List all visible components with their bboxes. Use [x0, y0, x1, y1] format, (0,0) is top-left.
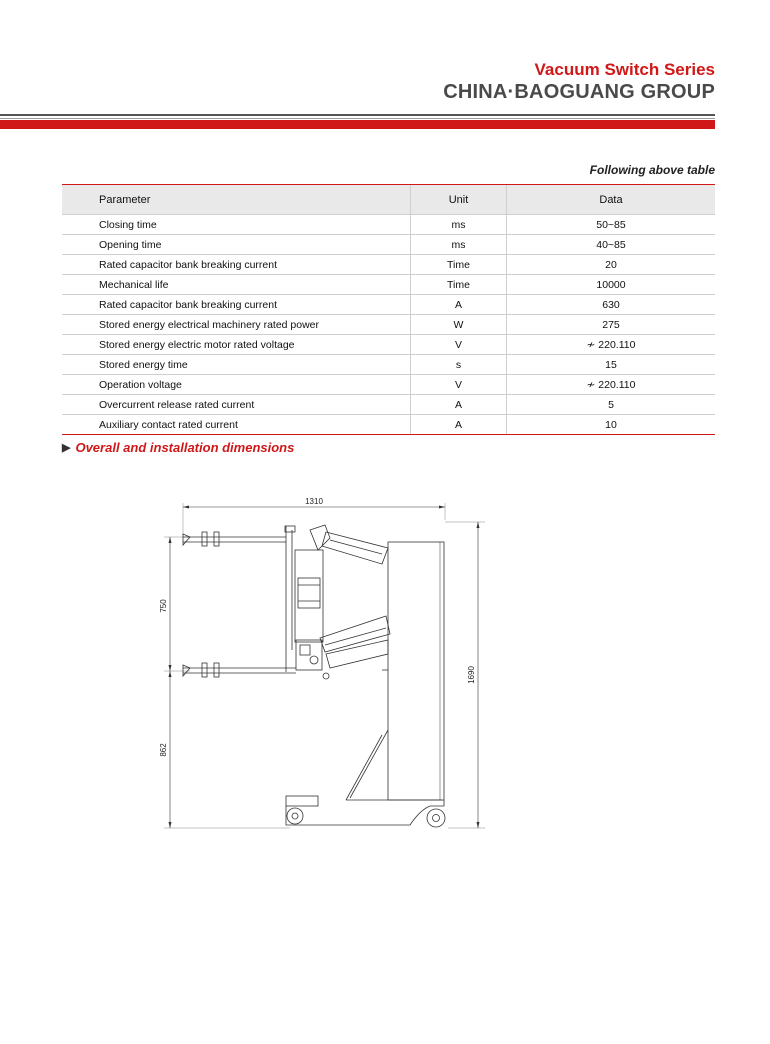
mechanism-box [296, 640, 329, 679]
cabinet-body [346, 542, 444, 800]
lower-pole [320, 616, 390, 668]
height-dimension [445, 522, 485, 828]
cell-data: 50~85 [507, 215, 716, 235]
cell-parameter: Overcurrent release rated current [62, 395, 411, 415]
dimension-drawing [150, 490, 490, 835]
trolley-base [286, 796, 445, 827]
table-row [62, 415, 715, 435]
cell-unit: A [411, 295, 507, 315]
cell-unit: Time [411, 275, 507, 295]
lower-contact-arm [183, 663, 296, 677]
cell-data: 10000 [507, 275, 716, 295]
cell-data: ≁ 220.110 [507, 375, 716, 395]
table-row [62, 255, 715, 275]
table-row [62, 275, 715, 295]
table-row [62, 335, 715, 355]
header-rule-red [0, 120, 715, 129]
column-header-parameter: Parameter [62, 185, 411, 215]
cell-unit: ms [411, 215, 507, 235]
column-header-unit: Unit [411, 185, 507, 215]
table-row [62, 375, 715, 395]
triangle-bullet-icon: ▶ [62, 442, 71, 454]
cell-parameter: Stored energy electric motor rated voltage [62, 335, 411, 355]
cell-data: 630 [507, 295, 716, 315]
cell-data: 40~85 [507, 235, 716, 255]
upper-pole [310, 525, 388, 564]
table-row [62, 355, 715, 375]
upper-contact-arm [183, 526, 295, 546]
cell-data: 15 [507, 355, 716, 375]
cell-unit: s [411, 355, 507, 375]
table-header-row [62, 185, 715, 215]
cell-parameter: Closing time [62, 215, 411, 235]
cell-data: 5 [507, 395, 716, 415]
cell-parameter: Stored energy time [62, 355, 411, 375]
table-row [62, 395, 715, 415]
header-rule-thin [0, 114, 715, 116]
company-title: CHINA·BAOGUANG GROUP [443, 81, 715, 103]
table-caption: Following above table [589, 163, 715, 177]
cell-parameter: Rated capacitor bank breaking current [62, 255, 411, 275]
cell-unit: A [411, 395, 507, 415]
cell-unit: V [411, 375, 507, 395]
upper-dimension-label: 750 [159, 599, 168, 613]
width-dimension-label: 1310 [305, 497, 323, 506]
column-header-data: Data [507, 185, 716, 215]
cell-unit: Time [411, 255, 507, 275]
lower-dimension-label: 862 [159, 743, 168, 757]
table-row [62, 315, 715, 335]
left-dimensions [159, 537, 290, 828]
section-title: Overall and installation dimensions [75, 440, 295, 455]
table-row [62, 215, 715, 235]
cell-data: ≁ 220.110 [507, 335, 716, 355]
cell-parameter: Mechanical life [62, 275, 411, 295]
cell-unit: W [411, 315, 507, 335]
cell-data: 20 [507, 255, 716, 275]
width-dimension [183, 497, 445, 535]
header-rule-thin-2 [0, 118, 715, 119]
cell-parameter: Auxiliary contact rated current [62, 415, 411, 435]
cell-data: 275 [507, 315, 716, 335]
section-heading [62, 440, 294, 455]
table-row [62, 235, 715, 255]
cell-parameter: Operation voltage [62, 375, 411, 395]
height-dimension-label: 1690 [467, 666, 476, 684]
cell-unit: V [411, 335, 507, 355]
series-title: Vacuum Switch Series [534, 60, 715, 79]
cell-data: 10 [507, 415, 716, 435]
cell-parameter: Stored energy electrical machinery rated power [62, 315, 411, 335]
parameter-table [62, 184, 715, 435]
cell-unit: ms [411, 235, 507, 255]
cell-unit: A [411, 415, 507, 435]
cell-parameter: Rated capacitor bank breaking current [62, 295, 411, 315]
table-row [62, 295, 715, 315]
cell-parameter: Opening time [62, 235, 411, 255]
